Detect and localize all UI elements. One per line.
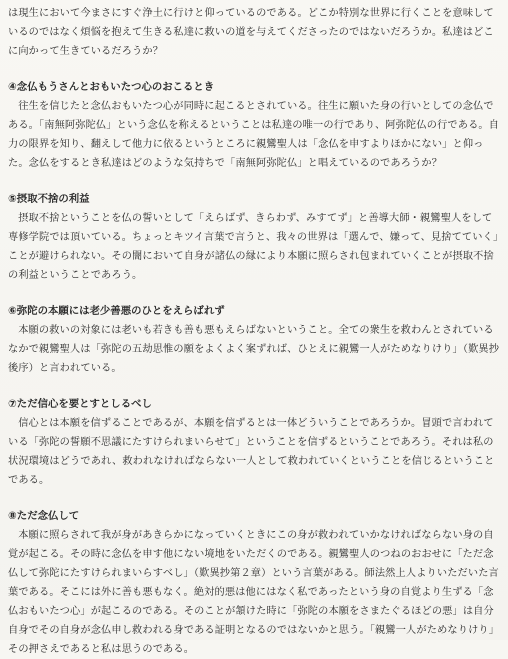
section-body: 摂取不捨ということを仏の誓いとして「えらばず、きらわず、みすてず」と善導大師・親鸞聖人をして専修学院では頂いている。ちょっとキツイ言葉で言うと、我々の世界は「選んで、嫌って、見捨てていく」ことが避けられない。その闇において自身が諸仏の縁により本願に照らされ包まれていくことが摂取不捨の利益ということであろう。	[8, 213, 499, 281]
section-body: 往生を信じたと念仏おもいたつ心が同時に起こるとされている。往生に願いた身の行いとしての念仏である。「南無阿弥陀仏」という念仏を称えるということは私達の唯一の行であり、阿弥陀仏の行である。自力の限界を知り、翻えして他力に依るというところに親鸞聖人は「念仏を申すよりほかにない」と仰った。念仏をするとき私達はどのような気持ちで「南無阿弥陀仏」と唱えているのであろうか？	[8, 101, 500, 169]
section-gap	[8, 61, 502, 78]
section-heading: ⑥弥陀の本願には老少善悪のひとをえらばれず	[8, 305, 225, 317]
section-gap	[8, 285, 502, 302]
section-gap	[8, 378, 502, 395]
section-4	[8, 78, 502, 173]
section-7	[8, 395, 502, 490]
section-heading: ④念仏もうさんとおもいたつ心のおこるとき	[8, 81, 215, 93]
section-body: 本願に照らされて我が身があきらかになっていくときにこの身が救われていかなければならない身の自覚が起こる。その時に念仏を申す他にない境地をいただくのである。親鸞聖人のつねのおおせに「ただ念仏して弥陀にたすけられまいらすべし」（歎異抄第２章）という言葉がある。師法然上人よりいただいた言葉である。そこには外に善も悪もなく。絶対的悪は他にはなく私であったという身の自覚より生ずる「念仏おもいたつ心」が起こるのである。そのことが頷けた時に「弥陀の本願をさまたぐるほどの悪」は自分自身でその自身が念仏申し救われる身である証明となるのではないかと思う。「親鸞一人がためなりけり」その押さえであると私は思うのである。	[8, 530, 500, 655]
section-5	[8, 190, 502, 285]
section-8	[8, 507, 502, 659]
section-body: 信心とは本願を信ずることであるが、本願を信ずるとは一体どういうことであろうか。冒頭で言われている「弥陀の誓願不思議にたすけられまいらせて」ということを信ずるということであろう。それは私の状況環境はどうであれ、救われなければならない一人として救われていくということを信じるということである。	[8, 418, 495, 486]
section-gap	[8, 173, 502, 190]
section-body: 本願の救いの対象には老いも若きも善も悪もえらばないということ。全ての衆生を救わんとされているなかで親鸞聖人は「弥陀の五劫思惟の願をよくよく案ずれば、ひとえに親鸞一人がためなりけり」（歎異抄後序）と言われている。	[8, 325, 500, 374]
section-heading: ⑧ただ念仏して	[8, 510, 80, 522]
section-heading: ⑤摂取不捨の利益	[8, 193, 90, 205]
intro-paragraph: は現生において今まさにすぐ浄土に行けと仰っているのである。どこか特別な世界に行くことを意味しているのではなく煩悩を抱えて生きる私達に救いの道を与えてくださったのではないだろうか。私達はどこに向かって生きているだろうか？	[8, 8, 494, 57]
section-heading: ⑦ただ信心を要とすとしるべし	[8, 398, 152, 410]
section-6	[8, 302, 502, 378]
section-gap	[8, 490, 502, 507]
